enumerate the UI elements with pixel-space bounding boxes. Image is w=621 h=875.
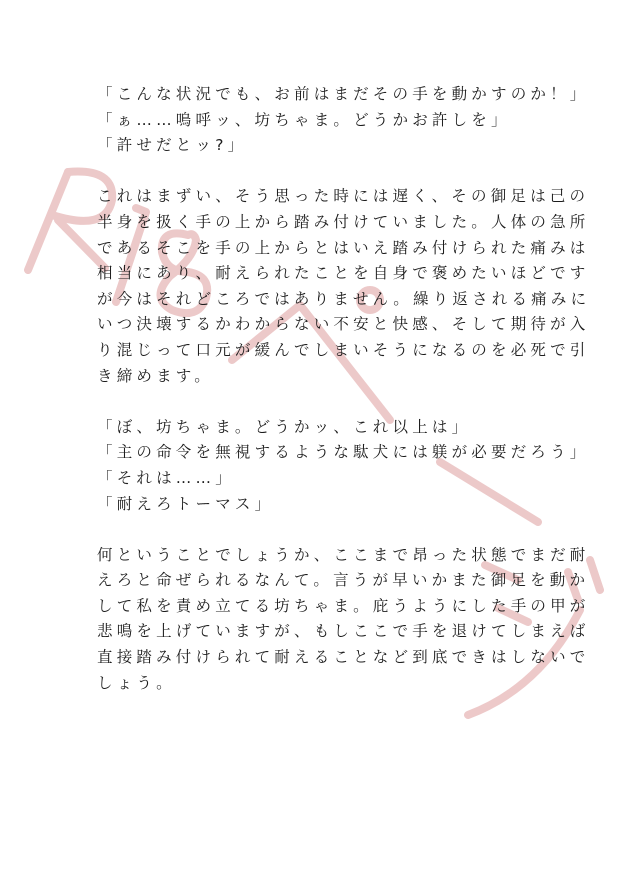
text-line: これはまずい、そう思った時には遅く、その御足は己の [97,187,590,206]
body-text [97,82,591,696]
text-line: 「耐えろトーマス」 [97,494,275,513]
text-line: しょう。 [97,673,176,692]
text-line: えろと命ぜられるなんて。言うが早いかまた御足を動か [97,571,590,590]
text-line: 「ぼ、坊ちゃま。どうかッ、これ以上は」 [97,417,472,436]
text-line: 半身を扱く手の上から踏み付けていました。人体の急所 [97,212,590,231]
text-line: 「こんな状況でも、お前はまだその手を動かすのか！」 [97,85,590,103]
text-line: 「主の命令を無視するような駄犬には躾が必要だろう」 [97,443,590,462]
text-line: いつ決壊するかわからない不安と快感、そして期待が入 [97,315,590,334]
text-line: 「それは……」 [97,468,235,487]
paragraph-gap [97,159,537,185]
paragraph-gap [97,389,537,415]
text-line: して私を責め立てる坊ちゃま。庇うようにした手の甲が [97,596,590,615]
text-line: 直接踏み付けられて耐えることなど到底できはしないで [97,648,590,667]
paragraph [97,82,590,159]
text-line: 「ぁ……嗚呼ッ、坊ちゃま。どうかお許しを」 [97,110,511,129]
text-line: き締めます。 [97,366,214,385]
text-line: が今はそれどころではありません。繰り返される痛みに [97,289,591,308]
text-line: り混じって口元が緩んでしまいそうになるのを必死で引 [97,340,590,359]
paragraph [97,543,590,697]
paragraph [97,184,591,389]
text-line: 何ということでしょうか、ここまで昂った状態でまだ耐 [97,545,590,564]
paragraph-gap [97,517,537,543]
text-line: 相当にあり、耐えられたことを自身で褒めたいほどです [97,264,590,283]
text-line: であるそこを手の上からとはいえ踏み付けられた痛みは [97,238,590,257]
text-line: 「許せだとッ?」 [97,136,248,155]
text-line: 悲鳴を上げていますが、もしここで手を退けてしまえば [97,622,590,641]
paragraph [97,415,590,517]
